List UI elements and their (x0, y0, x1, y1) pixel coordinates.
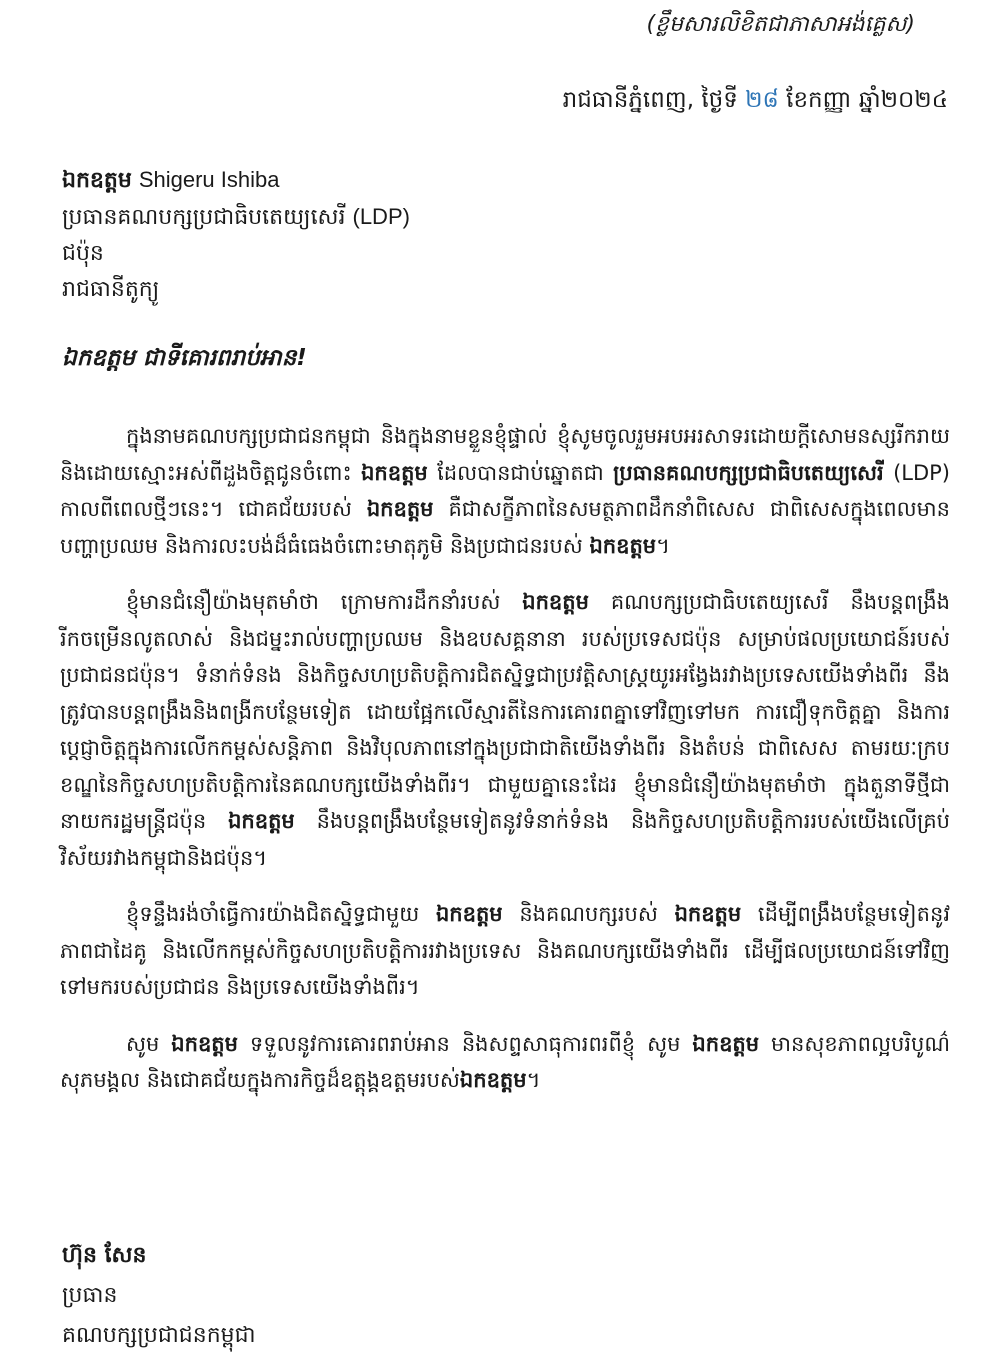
recipient-title: ឯកឧត្តម (62, 168, 132, 193)
p4-bold-3: ឯកឧត្តម (459, 1068, 527, 1092)
signatory-organization: គណបក្សប្រជាជនកម្ពុជា (62, 1323, 256, 1348)
recipient-party-abbr: (LDP) (352, 204, 410, 229)
paragraph-2 (60, 584, 950, 876)
p4-text-4: ។ (526, 1068, 541, 1092)
p3-text-1: ខ្ញុំទន្ទឹងរង់ចាំធ្វើការយ៉ាងជិតស្និទ្ធជាមួយ (126, 902, 420, 926)
p4-text-1: សូម (126, 1031, 160, 1056)
date-day: ២៨ (745, 87, 779, 113)
p3-bold-1: ឯកឧត្តម (435, 902, 503, 926)
recipient-country: ជប៉ុន (62, 241, 104, 266)
p1-text-2: ដែលបានជាប់ឆ្នោតជា (437, 460, 604, 485)
recipient-block (62, 162, 410, 308)
p4-text-3: មានសុខភាពល្អបរិបូណ៌ សុភមង្គល និងជោគជ័យក្នុងការកិច្ចដ៏ឧត្តុង្គឧត្តមរបស់ (60, 1031, 950, 1092)
p1-text-4: គឺជាសក្ខីភាពនៃសមត្ថភាពដឹកនាំពិសេស ជាពិសេសក្នុងពេលមានបញ្ហាប្រឈម និងការលះបង់ដ៏ធំធេងចំពោះមាតុភូមិ និងប្រជាជនរបស់ (60, 497, 950, 558)
p1-text-5: ។ (656, 533, 670, 558)
letter-body (60, 418, 950, 1119)
p1-bold-4: ឯកឧត្តម (589, 533, 657, 558)
p1-bold-2: ប្រធានគណបក្សប្រជាធិបតេយ្យសេរី (613, 460, 884, 485)
p4-bold-1: ឯកឧត្តម (171, 1031, 238, 1056)
p3-text-3: ដើម្បីពង្រឹងបន្ថែមទៀតនូវភាពជាដៃគូ និងលើកកម្ពស់កិច្ចសហប្រតិបត្តិការរវាងប្រទេស និងគណបក្សយើងទាំងពីរ ដើម្បីផលប្រយោជន៍ទៅវិញទៅមករបស់ប្រជាជន និងប្រទេសយើងទាំងពីរ។ (60, 902, 950, 999)
p4-text-2: ទទួលនូវការគោរពរាប់អាន និងសព្ទសាធុការពរពីខ្ញុំ សូម (249, 1031, 681, 1056)
paragraph-3 (60, 896, 950, 1006)
translation-note: (ខ្លឹមសារលិខិតជាភាសាអង់គ្លេស) (646, 12, 915, 37)
recipient-position-line (62, 199, 410, 236)
p2-bold-2: ឯកឧត្តម (228, 809, 295, 833)
p1-text-3: (LDP) កាលពីពេលថ្មីៗនេះ។ ជោគជ័យរបស់ (60, 460, 950, 521)
p4-bold-2: ឯកឧត្តម (692, 1031, 760, 1056)
date-suffix: ខែកញ្ញា ឆ្នាំ២០២៤ (786, 87, 948, 113)
signatory-name: ហ៊ុន សែន (62, 1243, 147, 1268)
signatory-title: ប្រធាន (62, 1283, 118, 1308)
p3-text-2: និងគណបក្សរបស់ (519, 902, 658, 926)
date-prefix: រាជធានីភ្នំពេញ, ថ្ងៃទី (562, 87, 738, 113)
p2-text-2: គណបក្សប្រជាធិបតេយ្យសេរី នឹងបន្តពង្រឹង រីកចម្រើនលូតលាស់ និងជម្នះរាល់បញ្ហាប្រឈម និងឧបសគ្គនានា របស់ប្រទេសជប៉ុន សម្រាប់ផលប្រយោជន៍របស់ប្រជាជនជប៉ុន។ ទំនាក់ទំនង និងកិច្ចសហប្រតិបត្តិការជិតស្និទ្ធជាប្រវត្តិសាស្ត្រយូរអង្វែងរវាងប្រទេសយើងទាំងពីរ នឹងត្រូវបានបន្តពង្រឹងនិងពង្រីកបន្ថែមទៀត ដោយផ្អែកលើស្មារតីនៃការគោរពគ្នាទៅវិញទៅមក ការជឿទុកចិត្តគ្នា និងការប្ដេជ្ញាចិត្តក្នុងការលើកកម្ពស់សន្តិភាព និងវិបុលភាពនៅក្នុងប្រជាជាតិយើងទាំងពីរ និងតំបន់ ជាពិសេស តាមរយៈក្របខណ្ឌនៃកិច្ចសហប្រតិបត្តិការនៃគណបក្សយើងទាំងពីរ។ ជាមួយគ្នានេះដែរ ខ្ញុំមានជំនឿយ៉ាងមុតមាំថា ក្នុងតួនាទីថ្មីជានាយករដ្ឋមន្ត្រីជប៉ុន (60, 590, 950, 833)
p2-text-1: ខ្ញុំមានជំនឿយ៉ាងមុតមាំថា ក្រោមការដឹកនាំរបស់ (126, 590, 501, 614)
recipient-position: ប្រធានគណបក្សប្រជាធិបតេយ្យសេរី (62, 205, 346, 230)
recipient-city: រាជធានីតូក្យូ (62, 277, 160, 302)
p1-text-1: ក្នុងនាមគណបក្សប្រជាជនកម្ពុជា និងក្នុងនាមខ្លួនខ្ញុំផ្ទាល់ ខ្ញុំសូមចូលរួមអបអរសាទរដោយក្ដីសោមនស្សរីករាយនិងដោយស្មោះអស់ពីដួងចិត្តជូនចំពោះ (60, 424, 950, 485)
letter-date (563, 86, 948, 119)
p3-bold-2: ឯកឧត្តម (674, 902, 742, 926)
p2-bold-1: ឯកឧត្តម (522, 590, 589, 614)
p1-bold-1: ឯកឧត្តម (361, 460, 428, 485)
p2-text-3: នឹងបន្តពង្រឹងបន្ថែមទៀតនូវទំនាក់ទំនង និងកិច្ចសហប្រតិបត្តិការរបស់យើងលើគ្រប់វិស័យរវាងកម្ពុជានិងជប៉ុន។ (60, 809, 950, 870)
recipient-name-line (62, 162, 410, 199)
paragraph-4 (60, 1026, 950, 1099)
p1-bold-3: ឯកឧត្តម (366, 497, 434, 521)
signature-block (62, 1236, 256, 1356)
paragraph-1 (60, 418, 950, 564)
salutation: ឯកឧត្តម ជាទីគោរពរាប់អាន! (62, 345, 307, 371)
recipient-name: Shigeru Ishiba (138, 167, 280, 192)
